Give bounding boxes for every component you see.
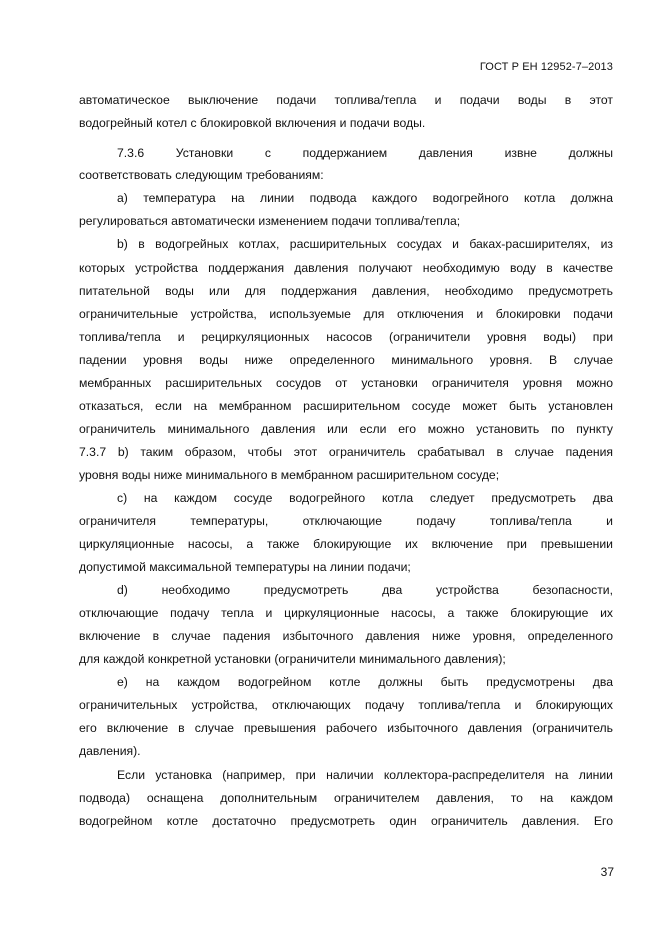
page-number: 37 (600, 865, 614, 879)
text-line: уровня воды ниже минимального в мембранном расширительном сосуде; (79, 468, 500, 482)
text-line: регулироваться автоматически изменением подачи топлива/тепла; (79, 214, 461, 228)
text-line: отказаться, если на мембранном расширительном сосуде может быть установлен (79, 399, 613, 413)
text-line: ограничителя температуры, отключающие подачу топлива/тепла и (79, 514, 613, 528)
text-line: допустимой максимальной температуры на линии подачи; (79, 560, 411, 574)
text-line: Если установка (например, при наличии коллектора-распределителя на линии (117, 768, 613, 782)
text-line: а) температура на линии подвода каждого водогрейного котла должна (117, 191, 613, 205)
text-line: d) необходимо предусмотреть два устройства безопасности, (117, 583, 613, 597)
text-line: b) в водогрейных котлах, расширительных сосудах и баках-расширителях, из (117, 237, 613, 251)
text-line: е) на каждом водогрейном котле должны быть предусмотрены два (117, 675, 613, 689)
text-line: питательной воды или для поддержания давления, необходимо предусмотреть (79, 284, 613, 298)
text-line: автоматическое выключение подачи топлива/тепла и подачи воды в этот (79, 93, 613, 107)
text-line: 7.3.7 b) таким образом, чтобы этот ограничитель срабатывал в случае падения (79, 445, 613, 459)
text-line: его включение в случае превышения рабочего избыточного давления (ограничитель (79, 721, 613, 735)
text-line: 7.3.6 Установки с поддержанием давления извне должны (117, 146, 613, 160)
text-line: ограничительные устройства, используемые для отключения и блокировки подачи (79, 307, 613, 321)
text-line: ограничитель минимального давления или если его можно установить по пункту (79, 422, 613, 436)
text-line: с) на каждом сосуде водогрейного котла следует предусмотреть два (117, 491, 613, 505)
text-line: падении уровня воды ниже определенного минимального уровня. В случае (79, 353, 613, 367)
text-line: соответствовать следующим требованиям: (79, 168, 324, 182)
text-line: для каждой конкретной установки (ограничители минимального давления); (79, 652, 506, 666)
text-line: топлива/тепла и рециркуляционных насосов (ограничители уровня воды) при (79, 330, 613, 344)
text-line: ограничительных устройства, отключающих подачу топлива/тепла и блокирующих (79, 698, 613, 712)
text-line: отключающие подачу тепла и циркуляционные насосы, а также блокирующие их (79, 606, 613, 620)
text-line: водогрейный котел с блокировкой включения и подачи воды. (79, 116, 426, 130)
text-line: включение в случае падения избыточного давления ниже уровня, определенного (79, 629, 613, 643)
text-line: циркуляционные насосы, а также блокирующие их включение при превышении (79, 537, 613, 551)
document-id: ГОСТ Р ЕН 12952-7–2013 (479, 61, 613, 73)
text-line: которых устройства поддержания давления получают необходимую воду в качестве (79, 261, 613, 275)
text-line: подвода) оснащена дополнительным ограничителем давления, то на каждом (79, 791, 613, 805)
text-line: давления). (79, 744, 141, 758)
text-line: мембранных расширительных сосудов от установки ограничителя уровня можно (79, 376, 613, 390)
text-line: водогрейном котле достаточно предусмотреть один ограничитель давления. Его (79, 814, 613, 828)
